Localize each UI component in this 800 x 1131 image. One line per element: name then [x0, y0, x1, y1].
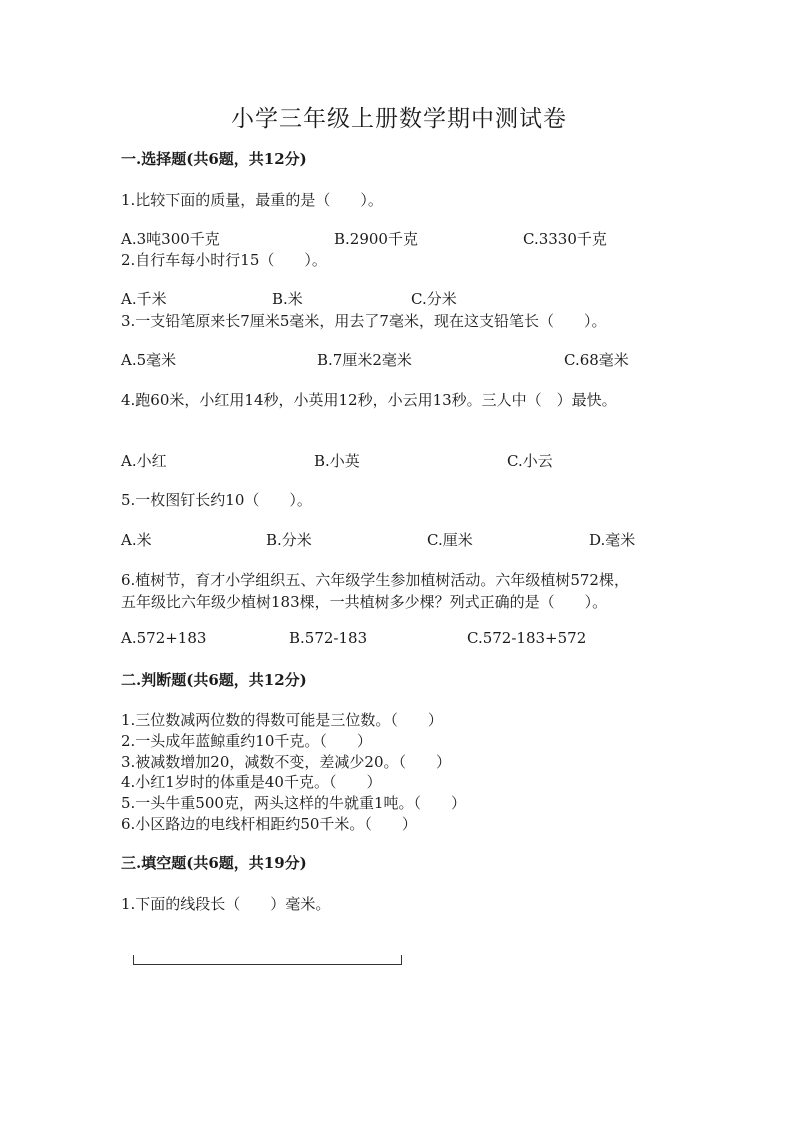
question-5-text: 5.一枚图钉长约10（ ）。: [121, 491, 312, 509]
question-5-option-d: D.毫米: [589, 531, 636, 549]
line-segment-right-tick: [401, 955, 402, 965]
question-5-option-c: C.厘米: [427, 531, 473, 549]
question-6-text-line-2: 五年级比六年级少植树183棵，一共植树多少棵？列式正确的是（ ）。: [121, 593, 608, 611]
question-3-text: 3.一支铅笔原来长7厘米5毫米，用去了7毫米，现在这支铅笔长（ ）。: [121, 312, 607, 330]
judgement-item-1: 1.三位数减两位数的得数可能是三位数。（ ）: [121, 711, 443, 729]
judgement-item-2: 2.一头成年蓝鲸重约10千克。（ ）: [121, 732, 372, 750]
question-6-text-line-1: 6.植树节，育才小学组织五、六年级学生参加植树活动。六年级植树572棵，: [121, 571, 629, 589]
section-heading-fill-in: 三.填空题(共6题，共19分): [121, 854, 307, 872]
judgement-item-4: 4.小红1岁时的体重是40千克。（ ）: [121, 773, 382, 791]
question-1-option-a: A.3吨300千克: [121, 230, 220, 248]
question-3-option-c: C.68毫米: [564, 351, 629, 369]
question-2-text: 2.自行车每小时行15（ ）。: [121, 251, 327, 269]
question-6-option-c: C.572-183+572: [467, 629, 587, 647]
question-5-option-b: B.分米: [266, 531, 312, 549]
line-segment: [133, 964, 402, 965]
question-2-option-c: C.分米: [411, 290, 457, 308]
question-2-option-b: B.米: [272, 290, 303, 308]
question-6-option-b: B.572-183: [289, 629, 368, 647]
question-4-option-b: B.小英: [314, 452, 360, 470]
question-1-option-b: B.2900千克: [334, 230, 418, 248]
question-4-option-a: A.小红: [121, 452, 167, 470]
question-5-option-a: A.米: [121, 531, 152, 549]
judgement-item-6: 6.小区路边的电线杆相距约50千米。（ ）: [121, 815, 417, 833]
fill-question-1-text: 1.下面的线段长（ ）毫米。: [121, 895, 331, 913]
question-3-option-b: B.7厘米2毫米: [317, 351, 412, 369]
question-1-text: 1.比较下面的质量，最重的是（ ）。: [121, 191, 383, 209]
section-heading-true-false: 二.判断题(共6题，共12分): [121, 671, 307, 689]
question-6-option-a: A.572+183: [121, 629, 207, 647]
question-4-text: 4.跑60米，小红用14秒，小英用12秒，小云用13秒。三人中（ ）最快。: [121, 391, 617, 409]
question-4-option-c: C.小云: [507, 452, 553, 470]
question-1-option-c: C.3330千克: [523, 230, 607, 248]
section-heading-multiple-choice: 一.选择题(共6题，共12分): [121, 150, 307, 168]
exam-title: 小学三年级上册数学期中测试卷: [231, 106, 567, 132]
question-2-option-a: A.千米: [121, 290, 167, 308]
judgement-item-3: 3.被减数增加20，减数不变，差减少20。（ ）: [121, 753, 451, 771]
judgement-item-5: 5.一头牛重500克，两头这样的牛就重1吨。（ ）: [121, 794, 466, 812]
question-3-option-a: A.5毫米: [121, 351, 177, 369]
